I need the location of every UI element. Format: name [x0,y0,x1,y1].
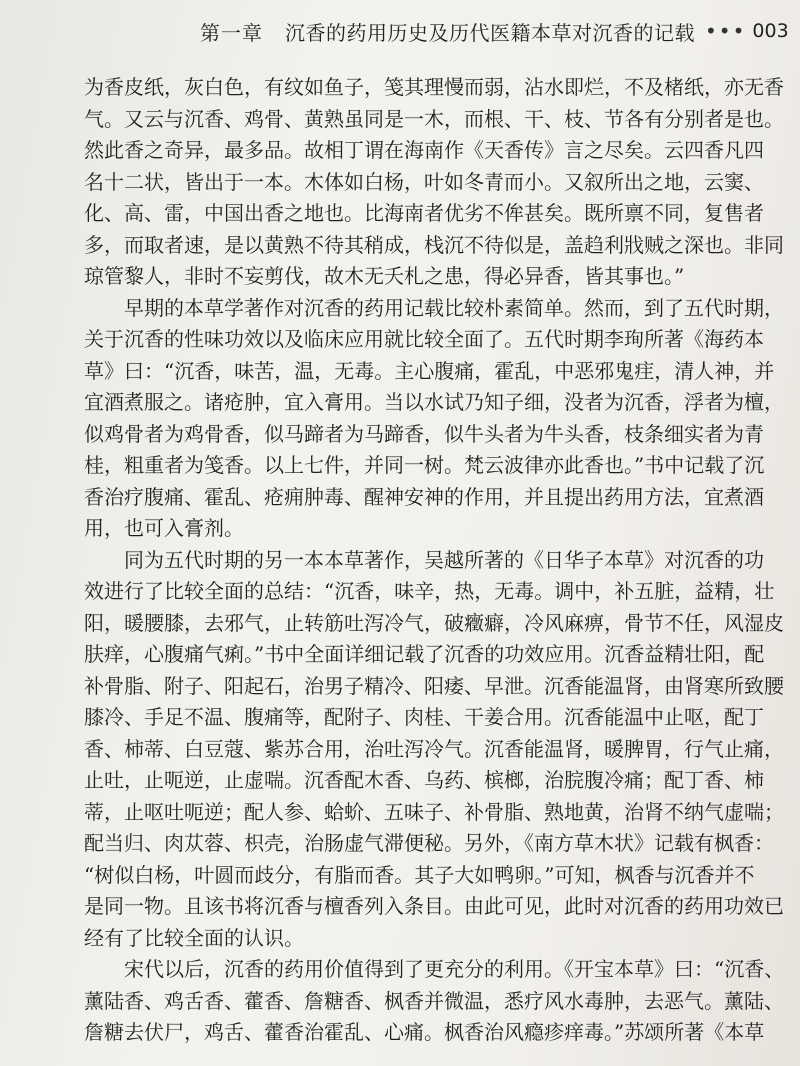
text-line: 止吐，止呃逆，止虚喘。沉香配木香、乌药、槟榔，治脘腹冷痛；配丁香、柿 [84,768,764,792]
text-line: 然此香之奇异，最多品。故相丁谓在海南作《天香传》言之尽矣。云四香凡四 [84,138,764,162]
text-line: 蒂，止呕吐呃逆；配人参、蛤蚧、五味子、补骨脂、熟地黄，治肾不纳气虚喘； [84,799,784,824]
text-line: 桂，粗重者为笺香。以上七件，并同一树。梵云波律亦此香也。”书中记载了沉 [84,453,765,477]
running-header [200,14,789,48]
text-line: 琼管黎人，非时不妄剪伐，故木无夭札之患，得必异香，皆其事也。” [84,264,685,288]
text-line: 宜酒煮服之。诸疮肿，宜入膏用。当以水试乃知子细，没者为沉香，浮者为檀， [84,390,784,414]
text-line: 多，而取者速，是以黄熟不待其稍成，栈沉不待似是，盖趋利戕贼之深也。非同 [84,232,784,257]
text-line: 同为五代时期的另一本本草著作，吴越所著的《日华子本草》对沉香的功 [124,547,764,572]
text-line: 草》曰：“沉香，味苦，温，无毒。主心腹痛，霍乱，中恶邪鬼疰，清人神，并 [84,358,775,383]
text-line: 化、高、雷，中国出香之地也。比海南者优劣不侔甚矣。既所禀不同，复售者 [84,201,764,225]
text-line: 名十二状，皆出于一本。木体如白杨，叶如冬青而小。又叙所出之地，云窦、 [84,169,764,194]
text-line: 用，也可入膏剂。 [84,516,244,540]
text-line: 配当归、肉苁蓉、枳壳，治肠虚气滞便秘。另外，《南方草木状》记载有枫香： [84,831,774,855]
text-line: 经有了比较全面的认识。 [84,925,304,950]
text-line: 膝冷、手足不温、腹痛等，配附子、肉桂、干姜合用。沉香能温中止呕，配丁 [84,705,764,729]
text-line: 香治疗腹痛、霍乱、疮痈肿毒、醒神安神的作用，并且提出药用方法，宜煮酒 [84,484,764,509]
text-line: 气。又云与沉香、鸡骨、黄熟虽同是一木，而根、干、枝、节各有分别者是也。 [84,106,784,131]
body-text [84,72,785,1049]
text-line: “树似白杨，叶圆而歧分，有脂而香。其子大如鸭卵。”可知，枫香与沉香并不 [84,862,755,887]
text-line: 宋代以后，沉香的药用价值得到了更充分的利用。《开宝本草》曰：“沉香、 [124,957,785,981]
page-number: 003 [752,20,789,42]
text-line: 早期的本草学著作对沉香的药用记载比较朴素简单。然而，到了五代时期， [124,295,784,320]
text-line: 阳，暖腰膝，去邪气，止转筋吐泻冷气，破癥癖，冷风麻痹，骨节不任，风湿皮 [84,610,784,635]
chapter-title: 沉香的药用历史及历代医籍本草对沉香的记载 [285,20,695,45]
text-line: 香、柿蒂、白豆蔻、紫苏合用，治吐泻冷气。沉香能温肾，暖脾胃，行气止痛， [84,736,784,761]
text-line: 是同一物。且该书将沉香与檀香列入条目。由此可见，此时对沉香的药用功效已 [84,894,784,918]
text-line: 詹糖去伏尸，鸡舌、藿香治霍乱、心痛。枫香治风瘾疹痒毒。”苏颂所著《本草 [84,1020,765,1044]
header-dots: ••• [705,19,747,43]
chapter-label: 第一章 [200,20,263,45]
text-line: 肤痒，心腹痛气痢。”书中全面详细记载了沉香的功效应用。沉香益精壮阳，配 [84,642,765,666]
text-line: 为香皮纸，灰白色，有纹如鱼子，笺其理慢而弱，沾水即烂，不及楮纸，亦无香 [84,75,784,99]
text-line: 似鸡骨者为鸡骨香，似马蹄者为马蹄香，似牛头者为牛头香，枝条细实者为青 [84,421,764,446]
text-line: 关于沉香的性味功效以及临床应用就比较全面了。五代时期李珣所著《海药本 [84,327,764,351]
text-line: 补骨脂、附子、阳起石，治男子精冷、阳痿、早泄。沉香能温肾，由肾寒所致腰 [84,673,784,698]
text-line: 效进行了比较全面的总结：“沉香，味辛，热，无毒。调中，补五脏，益精，壮 [84,579,775,603]
text-line: 薰陆香、鸡舌香、藿香、詹糖香、枫香并微温，悉疗风水毒肿，去恶气。薰陆、 [84,988,784,1013]
